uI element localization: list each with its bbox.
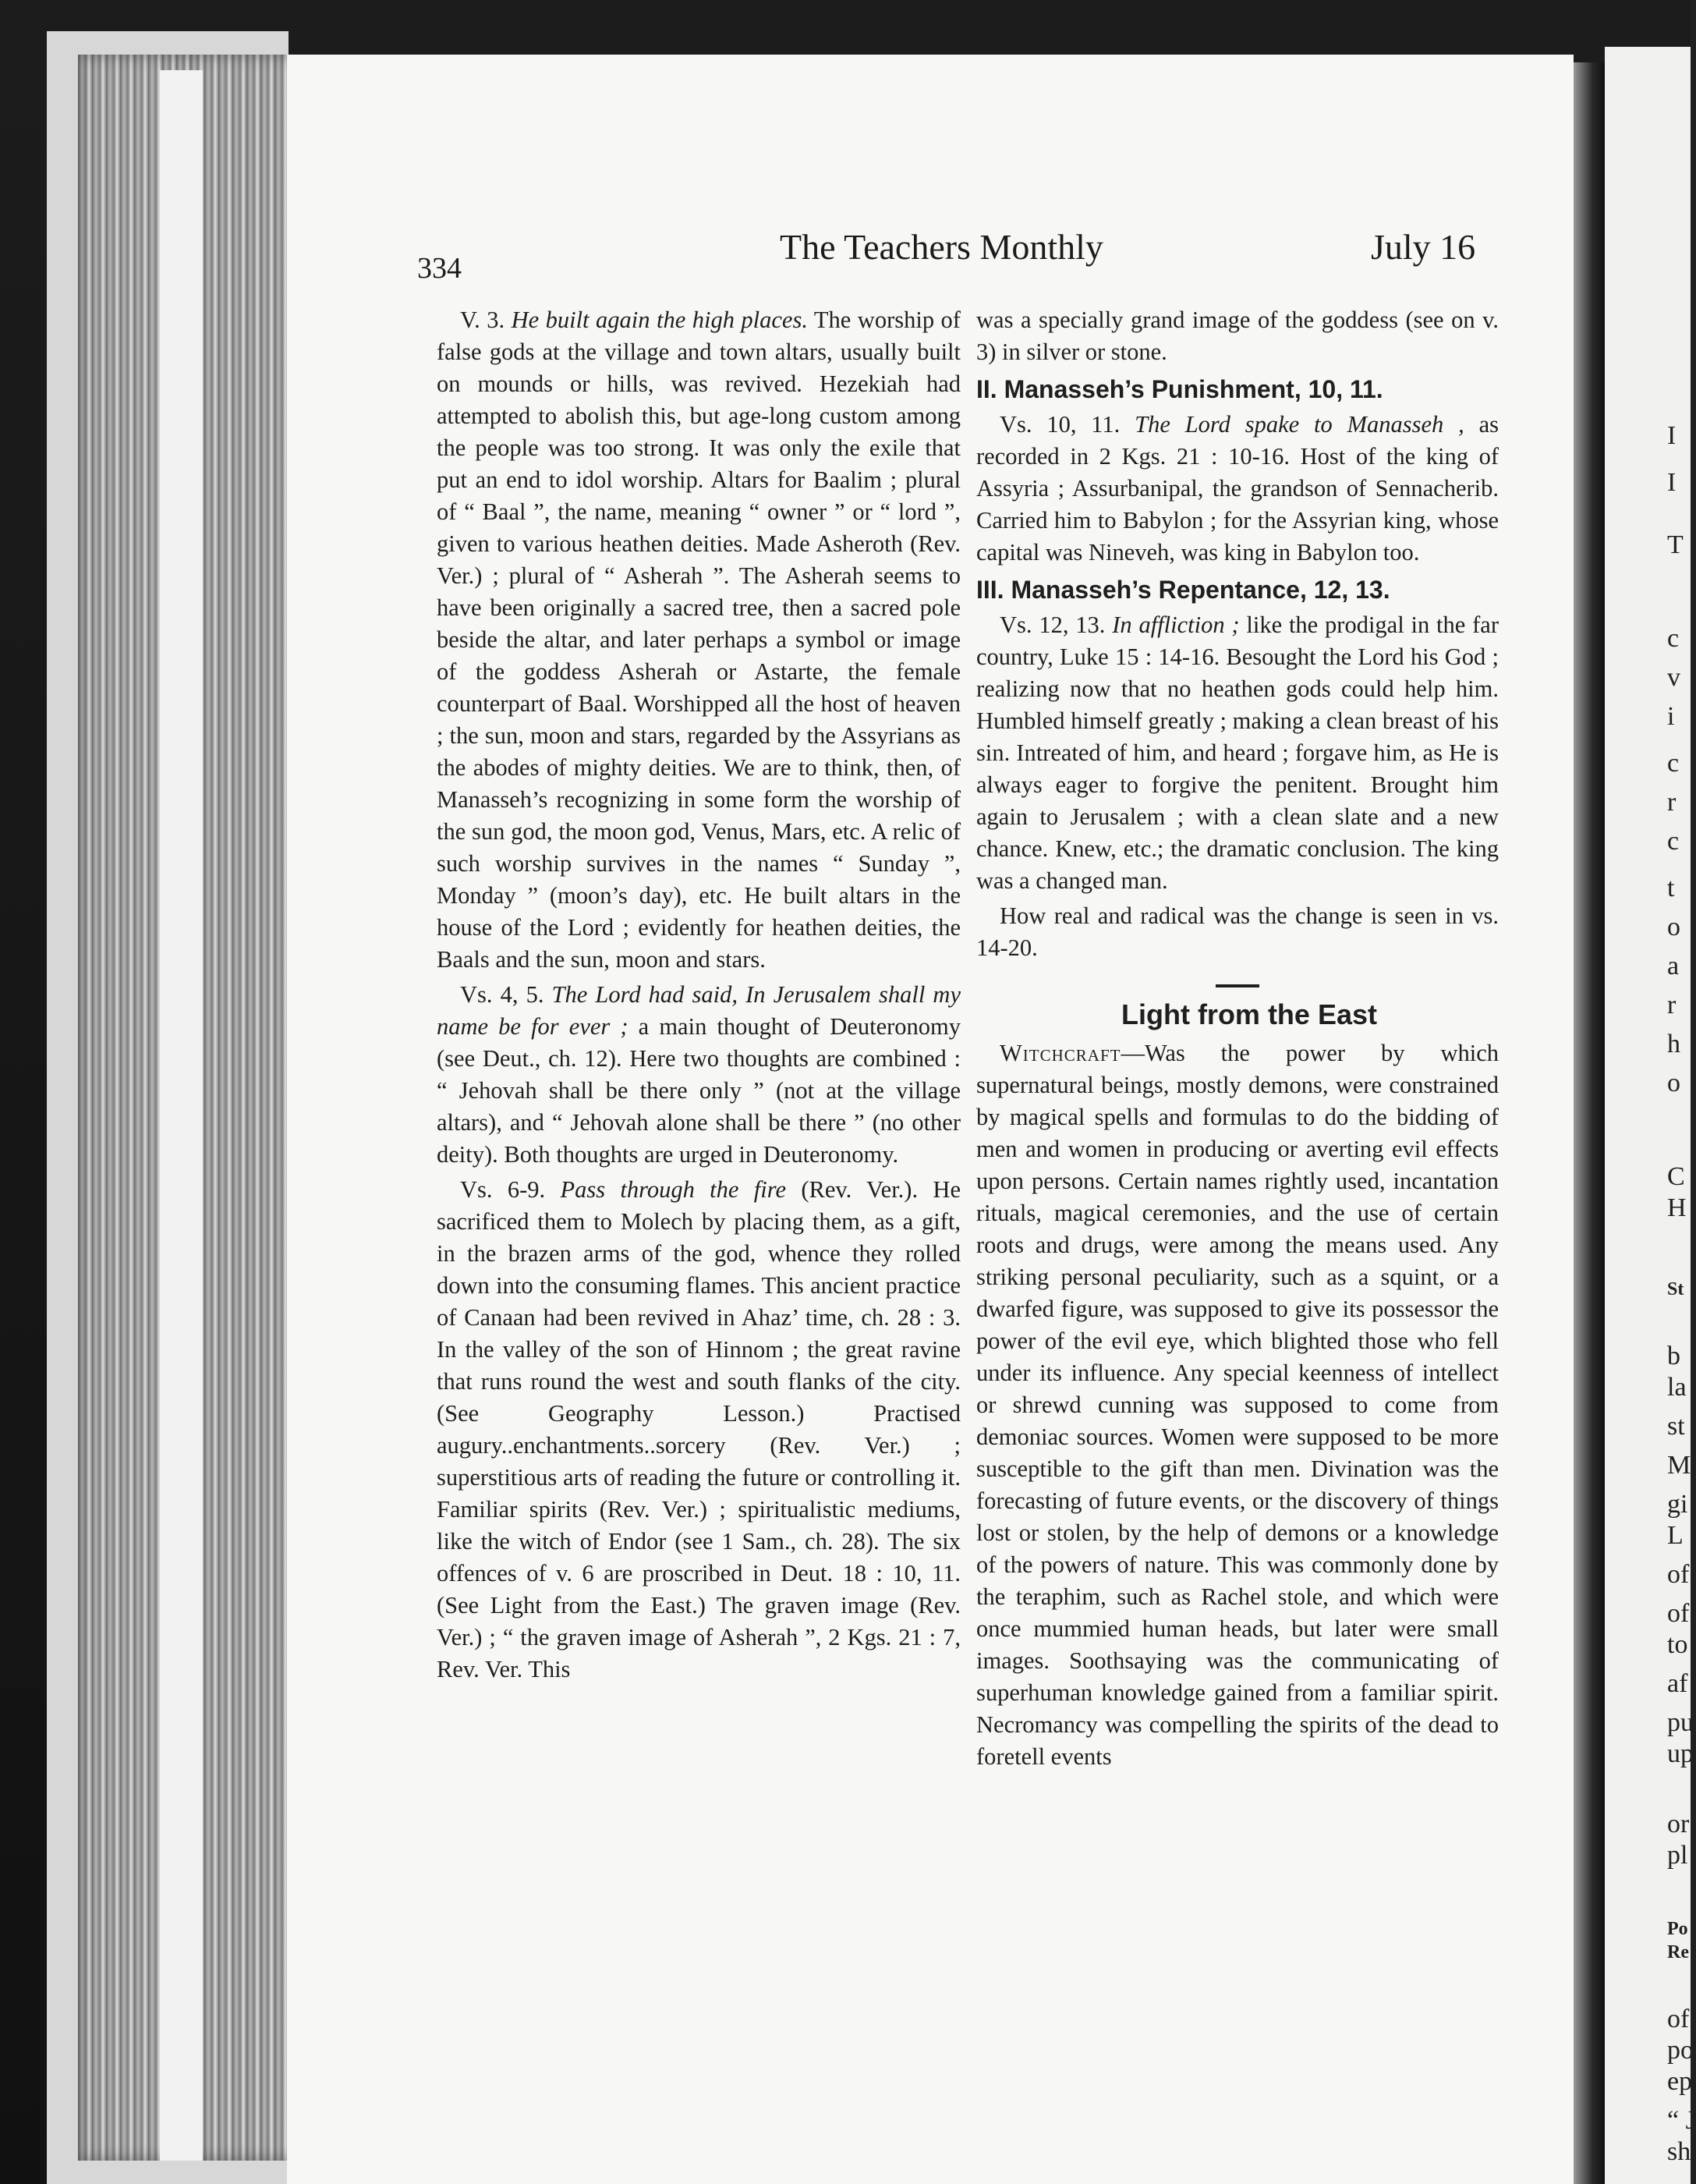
facing-page-text-fragment: gi bbox=[1667, 1490, 1688, 1519]
facing-page-text-fragment: “ J bbox=[1667, 2106, 1696, 2135]
paragraph-vs10-11 bbox=[976, 409, 1499, 569]
facing-page-text-fragment: c bbox=[1667, 827, 1680, 856]
verse-quote: Pass through the fire bbox=[560, 1176, 786, 1203]
light-from-east-heading: Light from the East bbox=[1121, 998, 1377, 1030]
section-heading-punishment: II. Manasseh’s Punishment, 10, 11. bbox=[976, 375, 1383, 403]
facing-page-text-fragment: v bbox=[1667, 663, 1680, 692]
verse-quote: He built again the high places. bbox=[511, 307, 808, 333]
paragraph-vs12-13 bbox=[976, 609, 1499, 897]
verse-ref: Vs. 12, 13. bbox=[1000, 612, 1113, 638]
facing-page-text-fragment: of bbox=[1667, 2005, 1690, 2033]
paragraph-text: The worship of false gods at the village and town altars, usually built on mounds or hills, was revived. Hezekiah had attempted to abolish this, but age-long custom among the people was too strong. It was only the exile that put an end to idol worship. Altars for Baalim ; plural of “ Baal ”, the name, meaning “ owner ” or “ lord ”, given to various heathen deities. Made Asheroth (Rev. Ver.) ; plural of “ Asherah ”. The Asherah seems to have been originally a sacred tree, then a sacred pole beside the altar, and later perhaps a symbol or image of the goddess Asherah or Astarte, the female counterpart of Baal. Worshipped all the host of heaven ; the sun, moon and stars, regarded by the Assyrians as the abodes of mighty deities. We are to think, then, of Manasseh’s recognizing in some form the worship of the sun god, the moon god, Venus, Mars, etc. A relic of such worship survives in the names “ Sunday ”, Monday ” (moon’s day), etc. He built altars in the house of the Lord ; evidently for heathen deities, the Baals and the sun, moon and stars. bbox=[437, 307, 961, 973]
facing-page-text-fragment: po bbox=[1667, 2036, 1694, 2065]
page-number: 334 bbox=[417, 252, 462, 285]
paragraph-text: as recorded in 2 Kgs. 21 : 10-16. Host of the king of Assyria ; Assurbanipal, the grandson of Sennacherib. Carried him to Babylon ; for the Assyrian king, whose capital was Nineveh, was king in Babylon too. bbox=[976, 411, 1499, 566]
closing-paragraph: How real and radical was the change is seen in vs. 14-20. bbox=[976, 902, 1499, 961]
facing-page-text-fragment: of bbox=[1667, 1599, 1690, 1628]
facing-page-text-fragment: T bbox=[1667, 530, 1684, 559]
verse-ref: Vs. 10, 11. bbox=[1000, 411, 1135, 438]
facing-page-fragment bbox=[1605, 47, 1696, 2184]
paragraph-vs4-5 bbox=[437, 979, 961, 1171]
facing-page-text-fragment: t bbox=[1667, 874, 1675, 902]
facing-page-text-fragment: L bbox=[1667, 1521, 1684, 1550]
verse-quote: In affliction ; bbox=[1112, 612, 1240, 638]
facing-page-text-fragment: C bbox=[1667, 1162, 1685, 1191]
facing-page-text-fragment: I bbox=[1667, 421, 1677, 450]
continuation-text: was a specially grand image of the goddess (see on v. 3) in silver or stone. bbox=[976, 307, 1499, 365]
facing-page-text-fragment: c bbox=[1667, 624, 1680, 653]
facing-page-text-fragment: pu bbox=[1667, 1708, 1694, 1737]
book-gutter bbox=[1574, 62, 1605, 2184]
paragraph-witchcraft bbox=[976, 1037, 1499, 1773]
paragraph-text: —Was the power by which supernatural beings, mostly demons, were constrained by magical spells and formulas to do the bidding of men and women in producing or averting evil effects upon persons. Certain names rightly used, incantation rituals, magical ceremonies, and the use of certain roots and drugs, were among the means used. Any striking personal peculiarity, such as a squint, or a dwarfed figure, was supposed to give its possessor the power of the evil eye, which blighted those who fell under its influence. Any special keenness of intellect or shrewd cunning was supposed to come from demoniac sources. Women were supposed to be more susceptible to the gift than men. Divination was the forecasting of future events, or the discovery of things lost or stolen, by the help of demons or a knowledge of the powers of nature. This was commonly done by the teraphim, such as Rachel stole, and which were once mummied human heads, but later were small images. Soothsaying was the communicating of superhuman knowledge gained from a familiar spirit. Necromancy was compelling the spirits of the dead to foretell events bbox=[976, 1040, 1499, 1770]
paragraph-v3 bbox=[437, 304, 961, 976]
facing-page-text-fragment: la bbox=[1667, 1373, 1687, 1402]
facing-page-text-fragment: pl bbox=[1667, 1841, 1688, 1870]
facing-page-text-fragment: I bbox=[1667, 468, 1677, 497]
paragraph-text: (Rev. Ver.). He sacrificed them to Molech by placing them, as a gift, in the brazen arms of the god, whence they rolled down into the consuming flames. This ancient practice of Canaan had been revived in Ahaz’ time, ch. 28 : 3. In the valley of the son of Hinnom ; the great ravine that runs round the west and south flanks of the city. (See Geography Lesson.) Practised augury..enchantments..sorcery (Rev. Ver.) ; superstitious arts of reading the future or controlling it. Familiar spirits (Rev. Ver.) ; spiritualistic mediums, like the witch of Endor (see 1 Sam., ch. 28). The six offences of v. 6 are proscribed in Deut. 18 : 10, 11. (See Light from the East.) The graven image (Rev. Ver.) ; “ the graven image of Asherah ”, 2 Kgs. 21 : 7, Rev. Ver. This bbox=[437, 1176, 961, 1682]
facing-page-text-fragment: h bbox=[1667, 1030, 1680, 1058]
facing-page-text-fragment: or bbox=[1667, 1810, 1690, 1838]
paragraph-vs6-9 bbox=[437, 1174, 961, 1686]
facing-page-text-fragment: b bbox=[1667, 1342, 1680, 1370]
facing-page-text-fragment: a bbox=[1667, 952, 1680, 980]
facing-page-text-fragment: up bbox=[1667, 1739, 1694, 1768]
facing-page-text-fragment: M bbox=[1667, 1451, 1691, 1480]
facing-page-text-fragment: H bbox=[1667, 1193, 1687, 1222]
facing-page-text-fragment: St bbox=[1667, 1279, 1684, 1299]
facing-page-text-fragment: to bbox=[1667, 1630, 1688, 1659]
running-title: The Teachers Monthly bbox=[780, 227, 1103, 267]
verse-ref: Vs. 6-9. bbox=[460, 1176, 561, 1203]
section-heading-repentance: III. Manasseh’s Repentance, 12, 13. bbox=[976, 576, 1390, 604]
issue-date: July 16 bbox=[1371, 227, 1476, 267]
facing-page-text-fragment: c bbox=[1667, 749, 1680, 778]
facing-page-text-fragment: af bbox=[1667, 1669, 1688, 1698]
facing-page-text-fragment: r bbox=[1667, 991, 1677, 1019]
verse-quote: The Lord had said, In Jerusalem shall my name be for ever ; bbox=[437, 981, 961, 1040]
right-column bbox=[976, 304, 1499, 1773]
verse-ref: Vs. 4, 5. bbox=[460, 981, 552, 1008]
paragraph-text: a main thought of Deuteronomy (see Deut., ch. 12). Here two thoughts are combined : “ Jehovah shall be there only ” (not at the village altars), and “ Jehovah alone shall be there ” (no other deity). Both thoughts are urged in Deuteronomy. bbox=[437, 1013, 961, 1168]
facing-page-text-fragment: Re bbox=[1667, 1942, 1689, 1962]
term-witchcraft: Witchcraft bbox=[1000, 1040, 1121, 1066]
paragraph-text: like the prodigal in the far country, Luke 15 : 14-16. Besought the Lord his God ; realizing now that no heathen gods could help him. Humbled himself greatly ; making a clean breast of his sin. Intreated of him, and heard ; forgave him, as He is always eager to forgive the penitent. Brought him again to Jerusalem ; with a clean slate and a new chance. Knew, etc.; the dramatic conclusion. The king was a changed man. bbox=[976, 612, 1499, 894]
facing-page-text-fragment: i bbox=[1667, 702, 1675, 731]
page-edge-strip bbox=[160, 70, 203, 2161]
facing-page-text-fragment: of bbox=[1667, 1560, 1690, 1589]
left-column bbox=[437, 304, 961, 1686]
verse-quote: The Lord spake to Manasseh , bbox=[1135, 411, 1464, 438]
facing-page-text-fragment: r bbox=[1667, 788, 1677, 817]
facing-page-text-fragment: ep bbox=[1667, 2067, 1693, 2096]
facing-page-text-fragment: st bbox=[1667, 1412, 1685, 1441]
verse-ref: V. 3. bbox=[460, 307, 512, 333]
facing-page-text-fragment: o bbox=[1667, 913, 1680, 941]
facing-page-text-fragment: sh bbox=[1667, 2137, 1691, 2166]
section-divider bbox=[1216, 984, 1259, 987]
facing-page-text-fragment: o bbox=[1667, 1069, 1680, 1097]
facing-page-text-fragment: Po bbox=[1667, 1919, 1688, 1939]
